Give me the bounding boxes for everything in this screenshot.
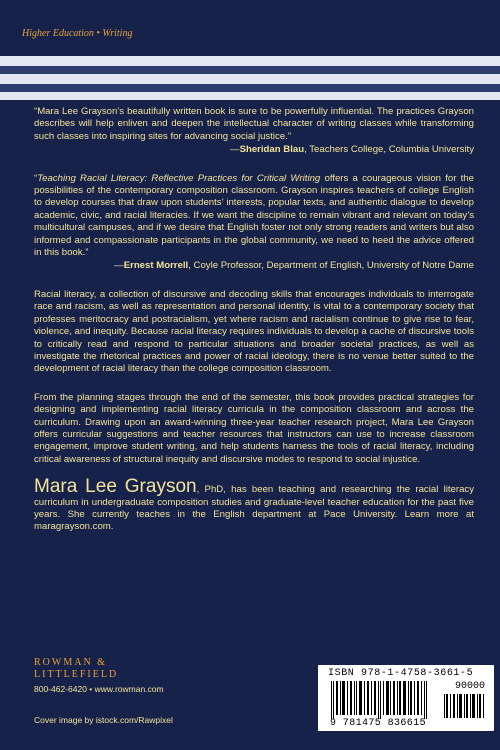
ean-number: 9 781475 836615 [330, 718, 427, 729]
ean-barcode-graphic [327, 681, 439, 719]
description-paragraph: From the planning stages through the end of the semester, this book provides practical strategies for designing and implementing racial literacy curricula in the composition classroom and across the curriculum. Drawing upon an award-winning three-year teacher research project, Mara Lee Grayson offers curricular suggestions and teacher resources that instructors can use to increase classroom engagement, improve student writing, and help students harness the tools of racial literacy, including critical awareness of structural inequity and discursive modes to respond to social injustice. [34, 391, 474, 465]
endorsement-quote: “Teaching Racial Literacy: Reflective Practices for Critical Writing offers a courageous vision for the possibilities of the contemporary composition classroom. Grayson inspires teachers of college English to develop courses that draw upon students’ interests, popular texts, and authentic dialogue to develop academic, civic, and racial literacies. If we want the discipline to remain vibrant and relevant on today’s multicultural campuses, and if we desire that English foster not only strong readers and writers but also informed and compassionate participants in the global community, we need to heed the advice offered in this book.” [34, 172, 474, 259]
top-band [0, 0, 500, 55]
publisher-contact: 800-462-6420 • www.rowman.com [34, 684, 164, 694]
endorsement-attribution: —Sheridan Blau, Teachers College, Columbia University [229, 144, 474, 156]
publisher-logo: ROWMAN & LITTLEFIELD 800-462-6420 • www.rowman.com [34, 657, 164, 694]
subject-category: Higher Education • Writing [22, 28, 133, 39]
stripe [0, 66, 500, 74]
endorser-name: Sheridan Blau [239, 144, 305, 156]
author-bio: Mara Lee Grayson, PhD, has been teaching and researching the racial literacy curriculum in undergraduate composition studies and graduate-level teacher education for the past five years. She currently teaches in the English department at Pace University. Learn more at maragrayson.com. [34, 476, 474, 533]
back-cover-text [34, 106, 474, 534]
cover-credit: Cover image by istock.com/Rawpixel [34, 715, 173, 725]
description-paragraph: Racial literacy, a collection of discursive and decoding skills that encourages individuals to interrogate race and racism, as well as representation and personal identity, is vital to a contemporary society that professes meritocracy and postracialism, yet where racism and racialism continue to give rise to fear, violence, and inequity. Because racial literacy requires individuals to develop a cache of discursive tools to critically read and respond to particular situations and broader societal practices, as well as investigate the rhetorical practices and power of racial ideology, there is no venue better suited to the development of racial literacy than the college composition classroom. [34, 288, 474, 375]
barcode [318, 665, 494, 731]
isbn-label: ISBN 978-1-4758-3661-5 [328, 668, 474, 679]
stripe [0, 92, 500, 100]
stripe [0, 74, 500, 84]
endorser-name: Ernest Morrell [123, 260, 189, 272]
book-title: Teaching Racial Literacy: Reflective Practices for Critical Writing [37, 172, 321, 184]
author-name: Mara Lee Grayson [34, 476, 197, 498]
price-code: 90000 [454, 681, 485, 692]
addon-barcode-graphic [444, 694, 486, 718]
endorsement-attribution: —Ernest Morrell, Coyle Professor, Department of English, University of Notre Dame [114, 260, 474, 272]
stripe [0, 56, 500, 66]
stripe [0, 84, 500, 92]
endorsement-quote: “Mara Lee Grayson’s beautifully written book is sure to be powerfully influential. The practices Grayson describes will help enliven and deepen the intellectual character of writing classes while transforming such classes into inspiring sites for advancing social justice.” [34, 106, 474, 142]
